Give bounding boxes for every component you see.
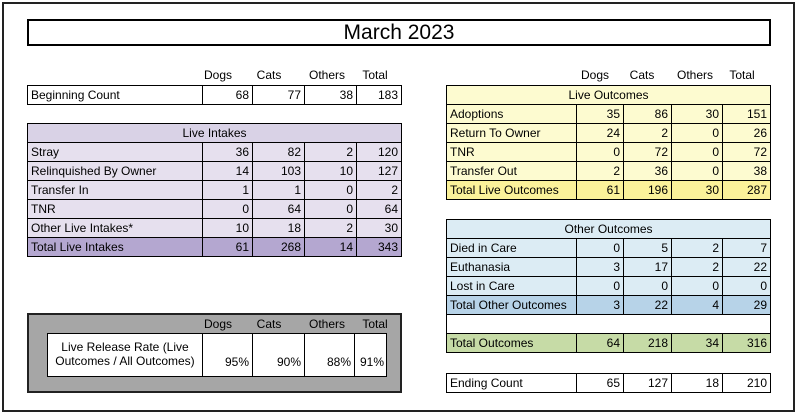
- row-label: Total Live Outcomes: [447, 181, 577, 200]
- cell-dogs: 36: [203, 143, 253, 162]
- cell-dogs: 64: [577, 334, 624, 353]
- table-row: [447, 258, 771, 277]
- live-outcomes-header: Live Outcomes: [447, 86, 771, 105]
- cell-others: 10: [305, 162, 357, 181]
- cell-dogs: 35: [577, 105, 624, 124]
- col-header-others: Others: [308, 68, 345, 82]
- cell-total: 30: [357, 219, 402, 238]
- lrr-label-line2: Outcomes / All Outcomes): [55, 354, 195, 368]
- row-label: TNR: [447, 143, 577, 162]
- row-label: Beginning Count: [28, 86, 203, 105]
- cell-total: 2: [357, 181, 402, 200]
- row-label: Lost in Care: [447, 277, 577, 296]
- cell-others: 18: [672, 374, 723, 393]
- cell-total: 151: [723, 105, 771, 124]
- cell-others: 0: [672, 143, 723, 162]
- table-row: [447, 162, 771, 181]
- cell-total: 287: [723, 181, 771, 200]
- row-label: Total Live Intakes: [28, 238, 203, 257]
- lrr-cats: 90%: [253, 334, 305, 376]
- cell-others: 34: [672, 334, 723, 353]
- row-label: Total Other Outcomes: [447, 296, 577, 315]
- total-outcomes-row: [447, 334, 771, 353]
- cell-dogs: 0: [577, 143, 624, 162]
- ending-count-table: [446, 373, 771, 393]
- cell-others: 2: [672, 239, 723, 258]
- right-column-headers: [0, 68, 799, 84]
- cell-cats: 5: [624, 239, 672, 258]
- total-row: [28, 238, 402, 257]
- col-header-total: Total: [362, 317, 388, 331]
- col-header-dogs: Dogs: [203, 317, 232, 331]
- table-row: [447, 124, 771, 143]
- col-header-dogs: Dogs: [580, 68, 609, 82]
- cell-dogs: 61: [203, 238, 253, 257]
- cell-total: 7: [723, 239, 771, 258]
- cell-dogs: 3: [577, 258, 624, 277]
- col-header-others: Others: [308, 317, 345, 331]
- row-label: Ending Count: [447, 374, 577, 393]
- cell-others: 38: [305, 86, 357, 105]
- page-title: March 2023: [27, 19, 771, 46]
- cell-cats: 127: [624, 374, 672, 393]
- cell-dogs: 14: [203, 162, 253, 181]
- beginning-count-row: [28, 86, 402, 105]
- cell-others: 0: [672, 277, 723, 296]
- cell-cats: 17: [624, 258, 672, 277]
- cell-total: 0: [723, 277, 771, 296]
- cell-cats: 196: [624, 181, 672, 200]
- row-label: Other Live Intakes*: [28, 219, 203, 238]
- live-intakes-table: [27, 123, 402, 257]
- row-label: Transfer In: [28, 181, 203, 200]
- cell-dogs: 3: [577, 296, 624, 315]
- col-header-cats: Cats: [629, 68, 655, 82]
- row-label: Return To Owner: [447, 124, 577, 143]
- col-header-total: Total: [729, 68, 755, 82]
- row-label: Stray: [28, 143, 203, 162]
- cell-dogs: 24: [577, 124, 624, 143]
- cell-dogs: 0: [203, 200, 253, 219]
- cell-cats: 218: [624, 334, 672, 353]
- col-header-dogs: Dogs: [203, 68, 232, 82]
- cell-total: 343: [357, 238, 402, 257]
- cell-others: 14: [305, 238, 357, 257]
- cell-cats: 18: [253, 219, 305, 238]
- lrr-label: [48, 334, 203, 376]
- cell-cats: 82: [253, 143, 305, 162]
- cell-total: 22: [723, 258, 771, 277]
- cell-cats: 86: [624, 105, 672, 124]
- cell-others: 0: [672, 162, 723, 181]
- cell-others: 0: [672, 124, 723, 143]
- cell-total: 38: [723, 162, 771, 181]
- live-outcomes-table: [446, 85, 771, 200]
- cell-cats: 22: [624, 296, 672, 315]
- cell-dogs: 0: [577, 277, 624, 296]
- other-outcomes-table: [446, 219, 771, 353]
- cell-dogs: 1: [203, 181, 253, 200]
- row-label: TNR: [28, 200, 203, 219]
- cell-cats: 103: [253, 162, 305, 181]
- row-label: Adoptions: [447, 105, 577, 124]
- cell-others: 2: [305, 143, 357, 162]
- spacer-row: [447, 315, 771, 334]
- cell-dogs: 61: [577, 181, 624, 200]
- cell-total: 29: [723, 296, 771, 315]
- table-row: [447, 105, 771, 124]
- cell-dogs: 10: [203, 219, 253, 238]
- col-header-cats: Cats: [256, 68, 282, 82]
- lrr-column-headers: [0, 317, 400, 333]
- table-row: [28, 162, 402, 181]
- live-release-rate-table: [47, 333, 387, 377]
- row-label: Relinquished By Owner: [28, 162, 203, 181]
- table-row: [447, 143, 771, 162]
- cell-others: 0: [305, 181, 357, 200]
- cell-dogs: 65: [577, 374, 624, 393]
- cell-cats: 2: [624, 124, 672, 143]
- cell-total: 316: [723, 334, 771, 353]
- lrr-total: 91%: [359, 355, 384, 369]
- cell-total: 210: [723, 374, 771, 393]
- row-label: Transfer Out: [447, 162, 577, 181]
- cell-cats: 268: [253, 238, 305, 257]
- cell-dogs: 68: [203, 86, 253, 105]
- cell-others: 30: [672, 181, 723, 200]
- beginning-count-table: [27, 85, 402, 105]
- col-header-others: Others: [676, 68, 713, 82]
- cell-total: 120: [357, 143, 402, 162]
- live-intakes-header: Live Intakes: [28, 124, 402, 143]
- cell-others: 2: [305, 219, 357, 238]
- cell-others: 0: [305, 200, 357, 219]
- lrr-label-line1: Live Release Rate (Live: [61, 340, 189, 354]
- table-row: [447, 239, 771, 258]
- cell-total: 64: [357, 200, 402, 219]
- cell-total: 127: [357, 162, 402, 181]
- row-label: Euthanasia: [447, 258, 577, 277]
- cell-total: 26: [723, 124, 771, 143]
- cell-cats: 36: [624, 162, 672, 181]
- row-label: Total Outcomes: [447, 334, 577, 353]
- cell-others: 4: [672, 296, 723, 315]
- cell-cats: 77: [253, 86, 305, 105]
- cell-cats: 1: [253, 181, 305, 200]
- lrr-dogs: 95%: [203, 334, 253, 376]
- lrr-others: 88%: [305, 334, 355, 376]
- other-outcomes-header: Other Outcomes: [447, 220, 771, 239]
- cell-cats: 64: [253, 200, 305, 219]
- col-header-cats: Cats: [256, 317, 282, 331]
- cell-cats: 72: [624, 143, 672, 162]
- table-row: [28, 200, 402, 219]
- cell-cats: 0: [624, 277, 672, 296]
- total-row: [447, 181, 771, 200]
- total-row: [447, 296, 771, 315]
- cell-dogs: 0: [577, 239, 624, 258]
- cell-total: 72: [723, 143, 771, 162]
- row-label: Died in Care: [447, 239, 577, 258]
- ending-count-row: [447, 374, 771, 393]
- cell-total: 183: [357, 86, 402, 105]
- cell-others: 2: [672, 258, 723, 277]
- table-row: [447, 277, 771, 296]
- cell-others: 30: [672, 105, 723, 124]
- cell-dogs: 2: [577, 162, 624, 181]
- col-header-total: Total: [362, 68, 388, 82]
- table-row: [28, 219, 402, 238]
- table-row: [28, 181, 402, 200]
- table-row: [28, 143, 402, 162]
